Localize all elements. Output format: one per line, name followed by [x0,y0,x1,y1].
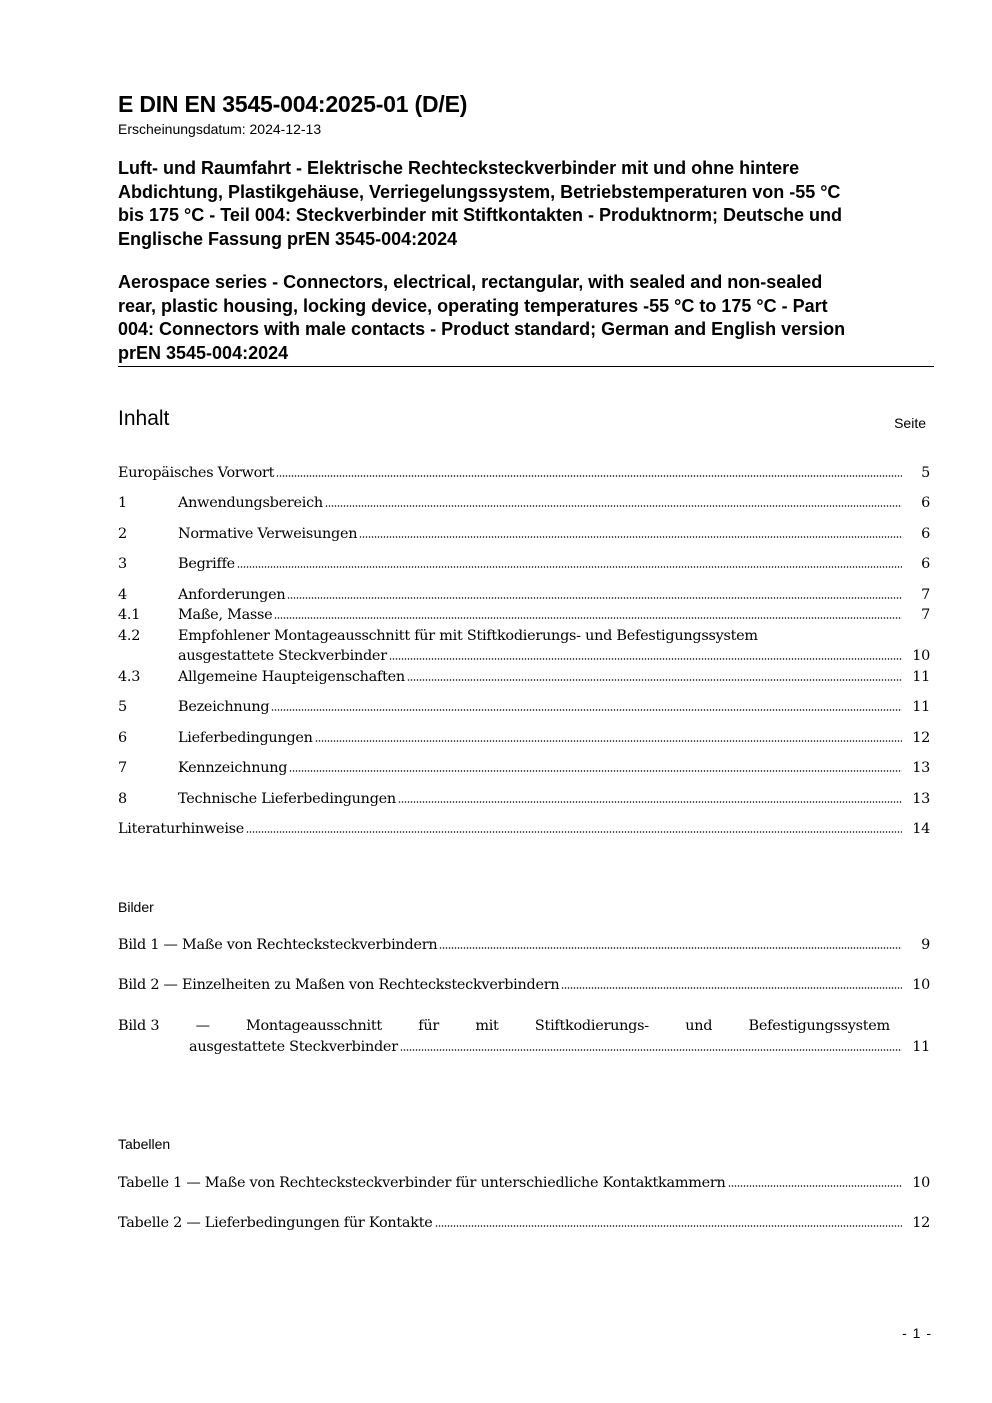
dot-leader [246,830,902,834]
figure-entry-3-continued[interactable] [189,1037,930,1057]
toc-entry-foreword[interactable] [118,463,930,483]
dot-leader [359,535,902,539]
dot-leader [561,986,902,990]
table-entry-title: Tabelle 1 — Maße von Rechtecksteckverbinder für unterschiedliche Kontaktkammern [118,1175,726,1191]
dot-leader [407,678,902,682]
toc-entry-title: Empfohlener Montageausschnitt für mit Stiftkodierungs- und Befestigungssystem [178,628,758,644]
toc-entry-4[interactable] [118,585,930,605]
title-english-line: 004: Connectors with male contacts - Product standard; German and English version [118,319,846,339]
dot-leader [400,1048,902,1052]
dot-leader [439,946,902,950]
dot-leader [398,800,902,804]
figure-entry-word: Befestigungssystem [748,1018,890,1034]
toc-entry-title: Anwendungsbereich [178,495,323,511]
title-english-line: prEN 3545-004:2024 [118,342,289,363]
toc-entry-number: 4.2 [118,628,141,644]
toc-entry-page: 5 [921,465,930,481]
toc-heading: Inhalt [118,407,170,430]
toc-entry-4-3[interactable] [118,667,930,687]
toc-entry-number: 8 [118,791,127,807]
toc-entry-4-2[interactable] [118,626,930,646]
figure-entry-page: 11 [912,1039,930,1055]
toc-entry-7[interactable] [118,758,930,778]
figure-entry-title: Bild 1 — Maße von Rechtecksteckverbindern [118,937,438,953]
toc-entry-4-1[interactable] [118,605,930,625]
tables-heading: Tabellen [118,1136,171,1152]
title-english-line: Aerospace series - Connectors, electrical, rectangular, with sealed and non-sealed [118,272,823,292]
dot-leader [389,657,902,661]
toc-entry-page: 14 [912,821,930,837]
figure-entry-word: Bild 3 [118,1018,160,1034]
toc-entry-5[interactable] [118,697,930,717]
title-german-line: bis 175 °C - Teil 004: Steckverbinder mit Stiftkontakten - Produktnorm; Deutsche und [118,205,843,225]
toc-entry-page: 6 [921,556,930,572]
toc-entry-4-2-continued[interactable] [178,646,930,666]
toc-entry-title: Maße, Masse [178,607,273,623]
figure-entry-word: mit [475,1018,499,1034]
toc-entry-number: 6 [118,730,127,746]
figure-entry-word: Montageausschnitt [246,1018,382,1034]
toc-entry-number: 3 [118,556,127,572]
toc-entry-page: 11 [912,669,930,685]
toc-entry-6[interactable] [118,728,930,748]
dot-leader [276,474,902,478]
toc-entry-number: 4.1 [118,607,141,623]
toc-entry-number: 5 [118,699,127,715]
toc-entry-title: Normative Verweisungen [178,526,358,542]
dot-leader [271,708,902,712]
toc-entry-page: 12 [912,730,930,746]
toc-entry-title: Bezeichnung [178,699,270,715]
table-entry-2[interactable] [118,1213,930,1233]
toc-entry-page: 11 [912,699,930,715]
toc-entry-title: Europäisches Vorwort [118,465,275,481]
title-german-line: Englische Fassung prEN 3545-004:2024 [118,228,458,249]
toc-entry-page: 6 [921,495,930,511]
figure-entry-1[interactable] [118,935,930,955]
toc-entry-title: Technische Lieferbedingungen [178,791,396,807]
toc-entry-title: Kennzeichnung [178,760,288,776]
toc-entry-number: 7 [118,760,127,776]
figure-entry-word: für [418,1018,439,1034]
dot-leader [289,769,902,773]
dot-leader [315,739,902,743]
toc-entry-page: 7 [921,587,930,603]
figures-heading: Bilder [118,899,154,915]
toc-entry-8[interactable] [118,789,930,809]
publication-date: Erscheinungsdatum: 2024-12-13 [118,121,322,137]
figure-entry-word: Stiftkodierungs- [534,1018,649,1034]
toc-entry-number: 4.3 [118,669,141,685]
toc-entry-title: Begriffe [178,556,235,572]
toc-entry-3[interactable] [118,554,930,574]
figure-entry-word: und [685,1018,713,1034]
title-german-line: Luft- und Raumfahrt - Elektrische Rechtecksteckverbinder mit und ohne hintere [118,158,800,178]
title-divider [118,366,934,367]
document-id: E DIN EN 3545-004:2025-01 (D/E) [118,91,468,117]
toc-entry-2[interactable] [118,524,930,544]
toc-entry-title: Allgemeine Haupteigenschaften [178,669,405,685]
dot-leader [287,596,902,600]
toc-entry-title: Literaturhinweise [118,821,245,837]
toc-entry-page: 13 [912,760,930,776]
toc-entry-number: 1 [118,495,127,511]
toc-entry-title: Anforderungen [178,587,286,603]
title-english [118,271,934,365]
figure-entry-3[interactable] [118,1016,890,1036]
title-german-line: Abdichtung, Plastikgehäuse, Verriegelungssystem, Betriebstemperaturen von -55 °C [118,181,841,202]
toc-entry-number: 2 [118,526,127,542]
table-entry-title: Tabelle 2 — Lieferbedingungen für Kontakte [118,1215,433,1231]
figure-entry-page: 9 [921,937,930,953]
toc-entry-bibliography[interactable] [118,819,930,839]
figure-entry-page: 10 [912,977,930,993]
toc-entry-1[interactable] [118,493,930,513]
toc-entry-page: 7 [921,607,930,623]
figure-entry-2[interactable] [118,975,930,995]
dot-leader [728,1184,902,1188]
dot-leader [274,616,902,620]
title-german [118,157,934,251]
toc-entry-page: 13 [912,791,930,807]
page-number: - 1 - [902,1325,932,1341]
toc-entry-page: 10 [912,648,930,664]
figure-entry-title: Bild 2 — Einzelheiten zu Maßen von Rechtecksteckverbindern [118,977,560,993]
toc-entry-number: 4 [118,587,127,603]
toc-entry-title-continued: ausgestattete Steckverbinder [178,648,387,664]
table-entry-page: 10 [912,1175,930,1191]
table-entry-1[interactable] [118,1173,930,1193]
toc-entry-page: 6 [921,526,930,542]
dot-leader [237,565,902,569]
dot-leader [435,1224,902,1228]
title-english-line: rear, plastic housing, locking device, operating temperatures -55 °C to 175 °C - Part [118,295,828,316]
figure-entry-word: — [195,1018,210,1034]
figure-entry-title-continued: ausgestattete Steckverbinder [189,1039,398,1055]
table-entry-page: 12 [912,1215,930,1231]
page-column-label: Seite [894,415,926,431]
dot-leader [325,504,902,508]
toc-entry-title: Lieferbedingungen [178,730,313,746]
